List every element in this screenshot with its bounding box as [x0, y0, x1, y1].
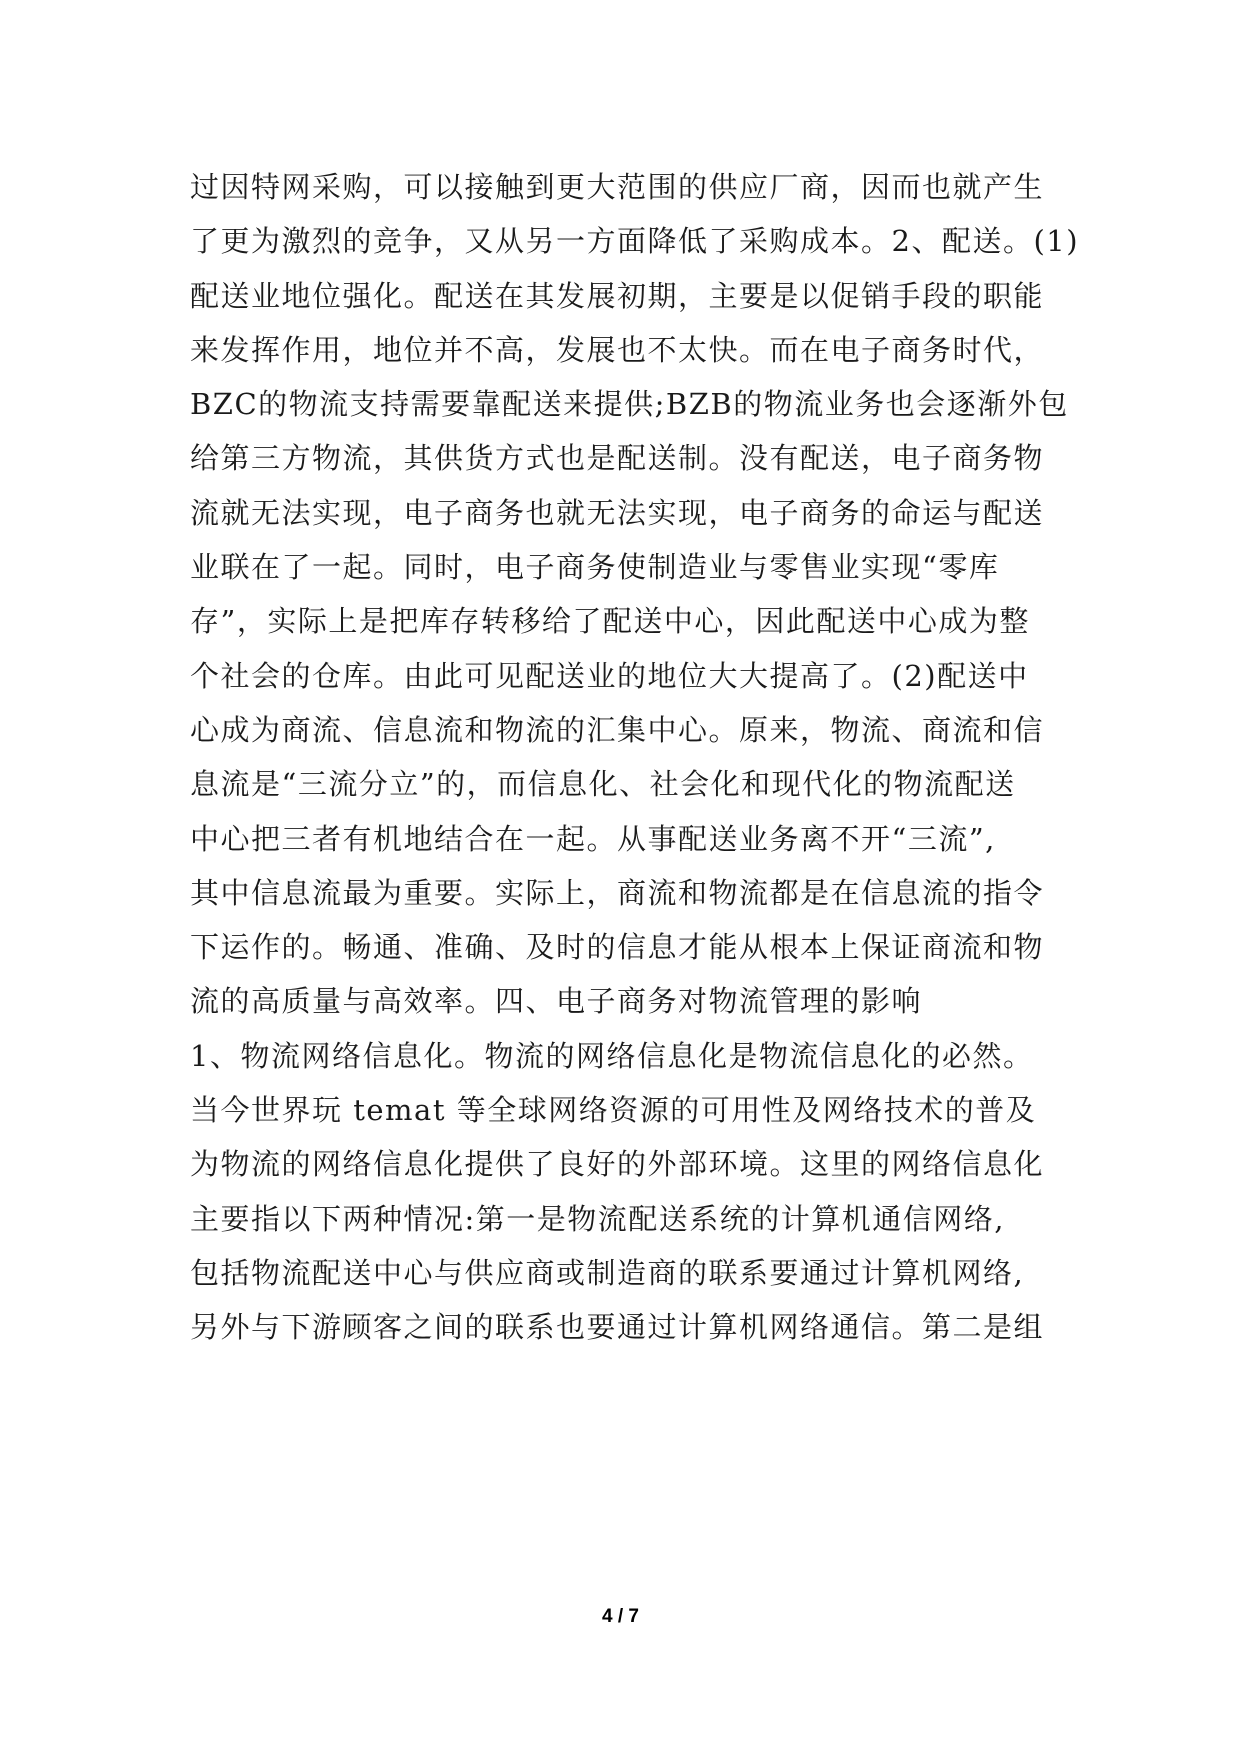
- text-line: 1、物流网络信息化。物流的网络信息化是物流信息化的必然。: [190, 1038, 1034, 1073]
- text-line: 下运作的。畅通、准确、及时的信息才能从根本上保证商流和物: [190, 930, 1045, 965]
- text-line: 存”，实际上是把库存转移给了配送中心，因此配送中心成为整: [190, 604, 1030, 639]
- text-line: 流就无法实现，电子商务也就无法实现，电子商务的命运与配送: [190, 495, 1045, 530]
- text-line: BZC的物流支持需要靠配送来提供;BZB的物流业务也会逐渐外包: [190, 387, 1069, 422]
- text-line: 给第三方物流，其供货方式也是配送制。没有配送，电子商务物: [190, 441, 1045, 476]
- text-line: 当今世界玩 temat 等全球网络资源的可用性及网络技术的普及: [190, 1093, 1037, 1128]
- page-number: 4 / 7: [602, 1606, 639, 1627]
- text-line: 中心把三者有机地结合在一起。从事配送业务离不开“三流”,: [190, 821, 996, 856]
- text-line: 了更为激烈的竞争，又从另一方面降低了采购成本。2、配送。(1): [190, 224, 1080, 259]
- text-line: 个社会的仓库。由此可见配送业的地位大大提高了。(2)配送中: [190, 658, 1029, 693]
- text-line: 流的高质量与高效率。四、电子商务对物流管理的影响: [190, 984, 923, 1019]
- text-line: 来发挥作用，地位并不高，发展也不太快。而在电子商务时代，: [190, 332, 1045, 367]
- text-line: 主要指以下两种情况:第一是物流配送系统的计算机通信网络,: [190, 1201, 1005, 1236]
- text-line: 为物流的网络信息化提供了良好的外部环境。这里的网络信息化: [190, 1147, 1045, 1182]
- text-line: 过因特网采购，可以接触到更大范围的供应厂商，因而也就产生: [190, 170, 1045, 204]
- text-line: 另外与下游顾客之间的联系也要通过计算机网络通信。第二是组: [190, 1310, 1045, 1345]
- text-line: 包括物流配送中心与供应商或制造商的联系要通过计算机网络,: [190, 1255, 1025, 1290]
- document-body: [190, 160, 1080, 1355]
- text-line: 息流是“三流分立”的，而信息化、社会化和现代化的物流配送: [190, 767, 1016, 802]
- text-line: 业联在了一起。同时，电子商务使制造业与零售业实现“零库: [190, 550, 1000, 585]
- text-line: 其中信息流最为重要。实际上，商流和物流都是在信息流的指令: [190, 875, 1045, 910]
- text-line: 心成为商流、信息流和物流的汇集中心。原来，物流、商流和信: [190, 712, 1045, 747]
- text-line: 配送业地位强化。配送在其发展初期，主要是以促销手段的职能: [190, 278, 1045, 313]
